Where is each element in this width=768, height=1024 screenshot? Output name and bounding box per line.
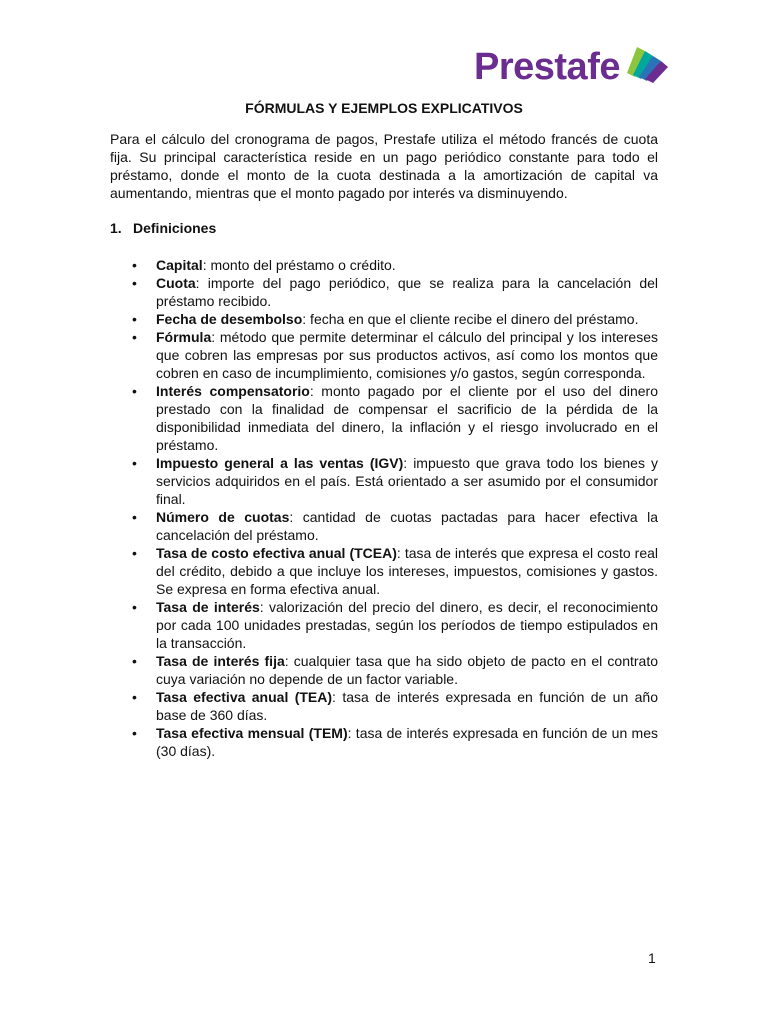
bullet-icon: • — [132, 311, 137, 327]
definition-term: Tasa efectiva mensual (TEM) — [156, 725, 348, 741]
definition-text: : monto pagado por el cliente por el uso del dinero prestado con la finalidad de compensar el sacrificio de la pérdida de la disponibilidad inmediata del dinero, la inflación y el riesgo involucrado en el préstamo. — [156, 383, 658, 453]
definition-item — [110, 328, 658, 382]
definition-term: Tasa de interés — [156, 599, 260, 615]
definition-term: Fecha de desembolso — [156, 311, 303, 327]
definition-text: : cantidad de cuotas pactadas para hacer efectiva la cancelación del préstamo. — [156, 509, 658, 543]
prestafe-logo — [474, 44, 669, 90]
definition-text: : tasa de interés que expresa el costo real del crédito, debido a que incluye los intereses, impuestos, comisiones y gastos. Se expresa en forma efectiva anual. — [156, 545, 659, 597]
bullet-icon: • — [132, 509, 137, 525]
definition-term: Tasa de costo efectiva anual (TCEA) — [156, 545, 397, 561]
definition-item — [110, 598, 658, 652]
definition-item — [110, 274, 658, 310]
definition-term: Tasa de interés fija — [156, 653, 285, 669]
section-number: 1. — [110, 220, 122, 236]
bullet-icon: • — [132, 329, 137, 345]
definition-term: Impuesto general a las ventas (IGV) — [156, 455, 404, 471]
definition-term: Fórmula — [156, 329, 212, 345]
definition-item — [110, 256, 658, 274]
definition-item — [110, 508, 658, 544]
section-title: Definiciones — [133, 220, 217, 236]
bullet-icon: • — [132, 545, 137, 561]
definition-item — [110, 652, 658, 688]
bullet-icon: • — [132, 653, 137, 669]
definition-text: : tasa de interés expresada en función de un mes (30 días). — [156, 725, 658, 759]
bullet-icon: • — [132, 455, 137, 471]
bullet-icon: • — [132, 689, 137, 705]
definition-text: : valorización del precio del dinero, es decir, el reconocimiento por cada 100 unidades prestadas, según los períodos de tiempo estipulados en la transacción. — [156, 599, 658, 651]
definition-item — [110, 454, 658, 508]
document-title: FÓRMULAS Y EJEMPLOS EXPLICATIVOS — [245, 100, 523, 116]
definition-term: Cuota — [156, 275, 196, 291]
definition-term: Tasa efectiva anual (TEA) — [156, 689, 333, 705]
definition-text: : impuesto que grava todo los bienes y servicios adquiridos en el país. Está orientado a ser asumido por el consumidor final. — [156, 455, 658, 507]
definition-item — [110, 544, 658, 598]
definition-item — [110, 310, 658, 328]
definition-term: Interés compensatorio — [156, 383, 310, 399]
logo-wordmark: Prestafe — [474, 46, 620, 88]
definition-item — [110, 724, 658, 760]
definition-text: : importe del pago periódico, que se realiza para la cancelación del préstamo recibido. — [156, 275, 658, 309]
definition-text: : fecha en que el cliente recibe el dinero del préstamo. — [302, 311, 639, 327]
definition-text: : tasa de interés expresada en función de un año base de 360 días. — [156, 689, 658, 723]
bullet-icon: • — [132, 275, 137, 291]
definitions-list — [110, 256, 658, 760]
definition-term: Capital — [156, 257, 203, 273]
section-heading — [110, 220, 216, 236]
bullet-icon: • — [132, 599, 137, 615]
page-number: 1 — [648, 950, 656, 966]
definition-item — [110, 382, 658, 454]
definition-text: : cualquier tasa que ha sido objeto de pacto en el contrato cuya variación no depende de un factor variable. — [156, 653, 658, 687]
definition-text: : método que permite determinar el cálculo del principal y los intereses que cobren las empresas por sus productos activos, así como los montos que cobren en caso de incumplimiento, comisiones y/o gastos, según corresponda. — [156, 329, 658, 381]
definition-text: : monto del préstamo o crédito. — [202, 257, 396, 273]
intro-paragraph: Para el cálculo del cronograma de pagos, Prestafe utiliza el método francés de cuota fija. Su principal característica reside en un pago periódico constante para todo el préstamo, donde el monto de la cuota destinada a la amortización de capital va aumentando, mientras que el monto pagado por interés va disminuyendo. — [110, 131, 658, 201]
definition-term: Número de cuotas — [156, 509, 290, 525]
definition-item — [110, 688, 658, 724]
bullet-icon: • — [132, 725, 137, 741]
bullet-icon: • — [132, 383, 137, 399]
bullet-icon: • — [132, 257, 137, 273]
logo-cards-icon — [623, 43, 669, 83]
